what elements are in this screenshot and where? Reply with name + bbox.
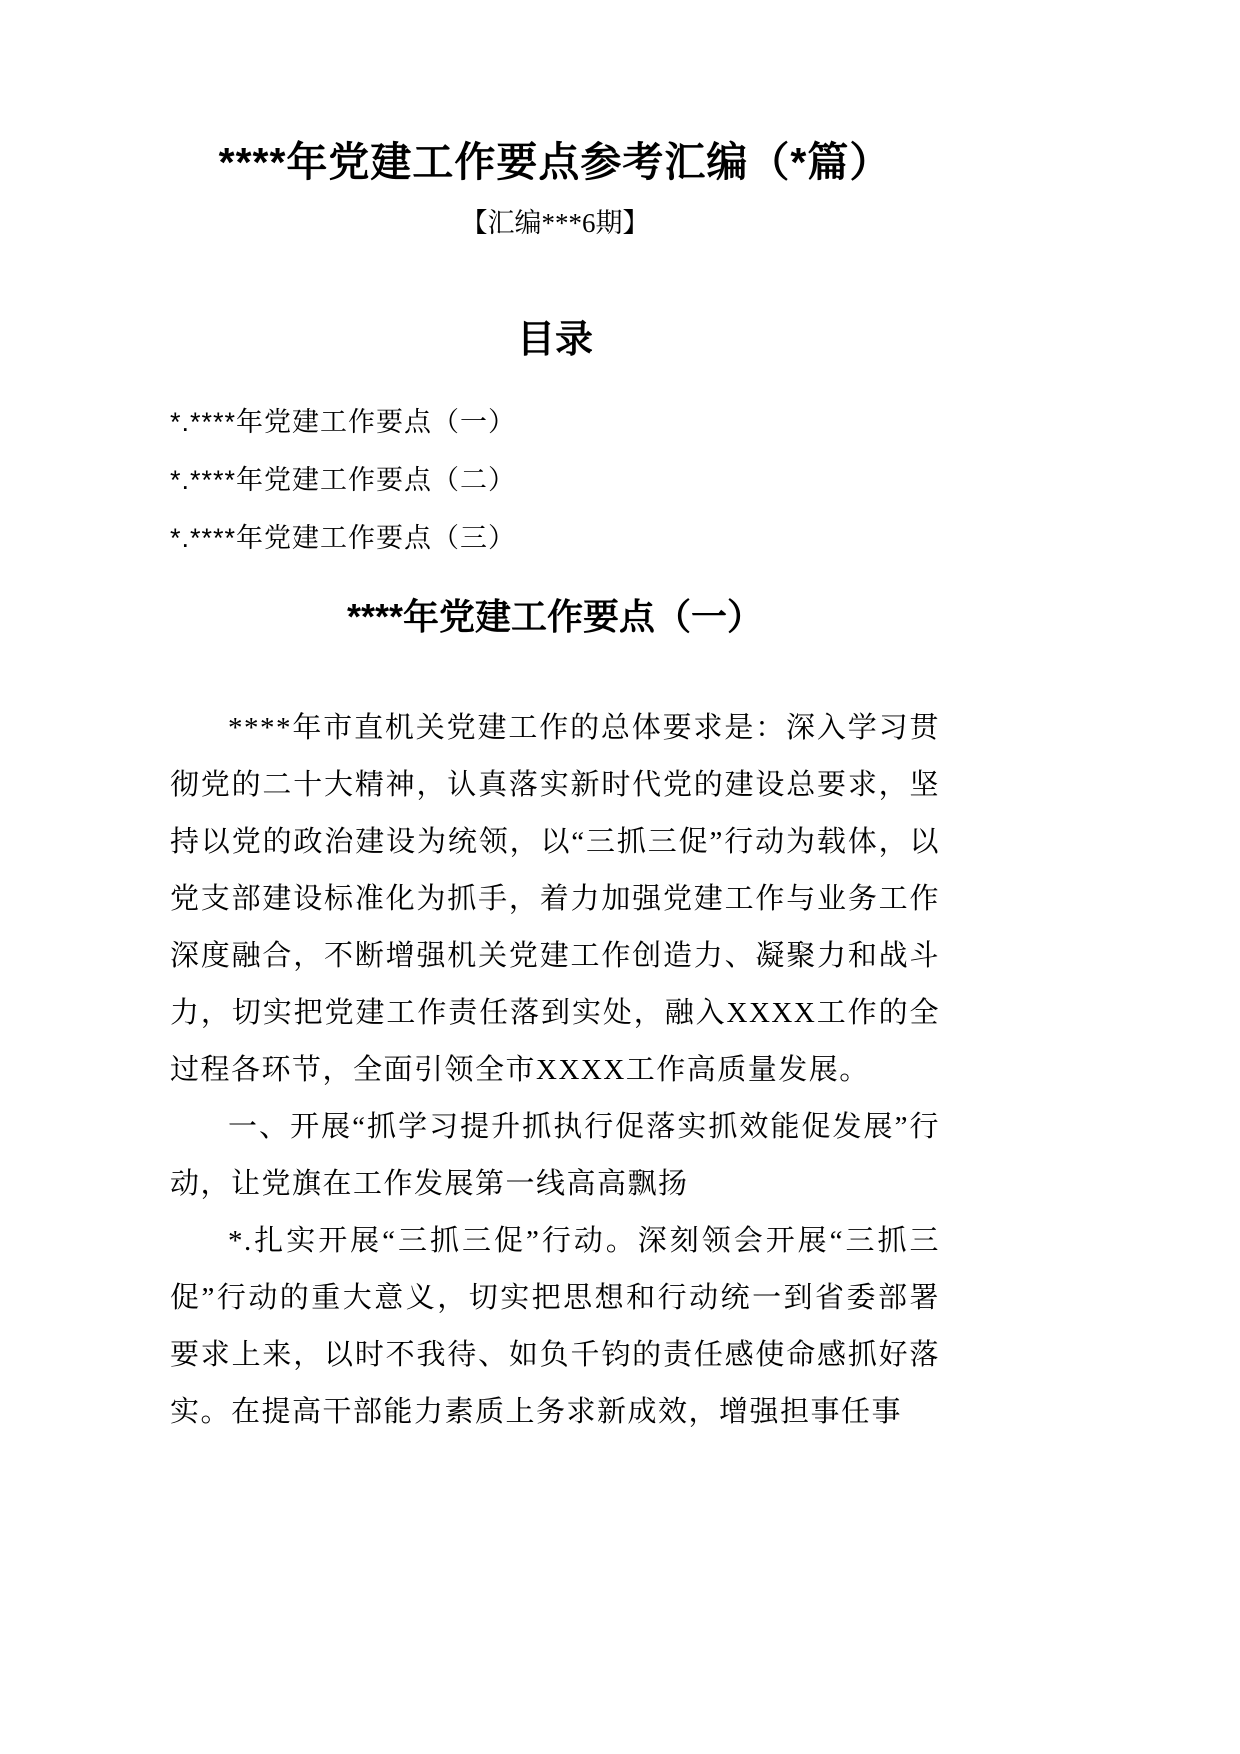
section-heading: ****年党建工作要点（一） bbox=[346, 596, 764, 638]
section-body bbox=[170, 700, 940, 1441]
toc-item: *.****年党建工作要点（一） bbox=[170, 407, 517, 438]
body-paragraph: ****年市直机关党建工作的总体要求是：深入学习贯彻党的二十大精神，认真落实新时代党的建设总要求，坚持以党的政治建设为统领，以“三抓三促”行动为载体，以党支部建设标准化为抓手，着力加强党建工作与业务工作深度融合，不断增强机关党建工作创造力、凝聚力和战斗力，切实把党建工作责任落到实处，融入XXXX工作的全过程各环节，全面引领全市XXXX工作高质量发展。 bbox=[170, 712, 940, 1087]
toc-item: *.****年党建工作要点（三） bbox=[170, 523, 517, 554]
toc-list bbox=[170, 393, 940, 567]
document-title: ****年党建工作要点参考汇编（*篇） bbox=[218, 139, 892, 185]
document-subtitle: 【汇编***6期】 bbox=[460, 208, 650, 239]
body-paragraph: *.扎实开展“三抓三促”行动。深刻领会开展“三抓三促”行动的重大意义，切实把思想和行动统一到省委部署要求上来，以时不我待、如负千钧的责任感使命感抓好落实。在提高干部能力素质上务求新成效，增强担事任事 bbox=[170, 1225, 940, 1429]
body-paragraph: 一、开展“抓学习提升抓执行促落实抓效能促发展”行动，让党旗在工作发展第一线高高飘扬 bbox=[170, 1111, 940, 1201]
toc-heading: 目录 bbox=[516, 318, 593, 361]
toc-item: *.****年党建工作要点（二） bbox=[170, 465, 517, 496]
